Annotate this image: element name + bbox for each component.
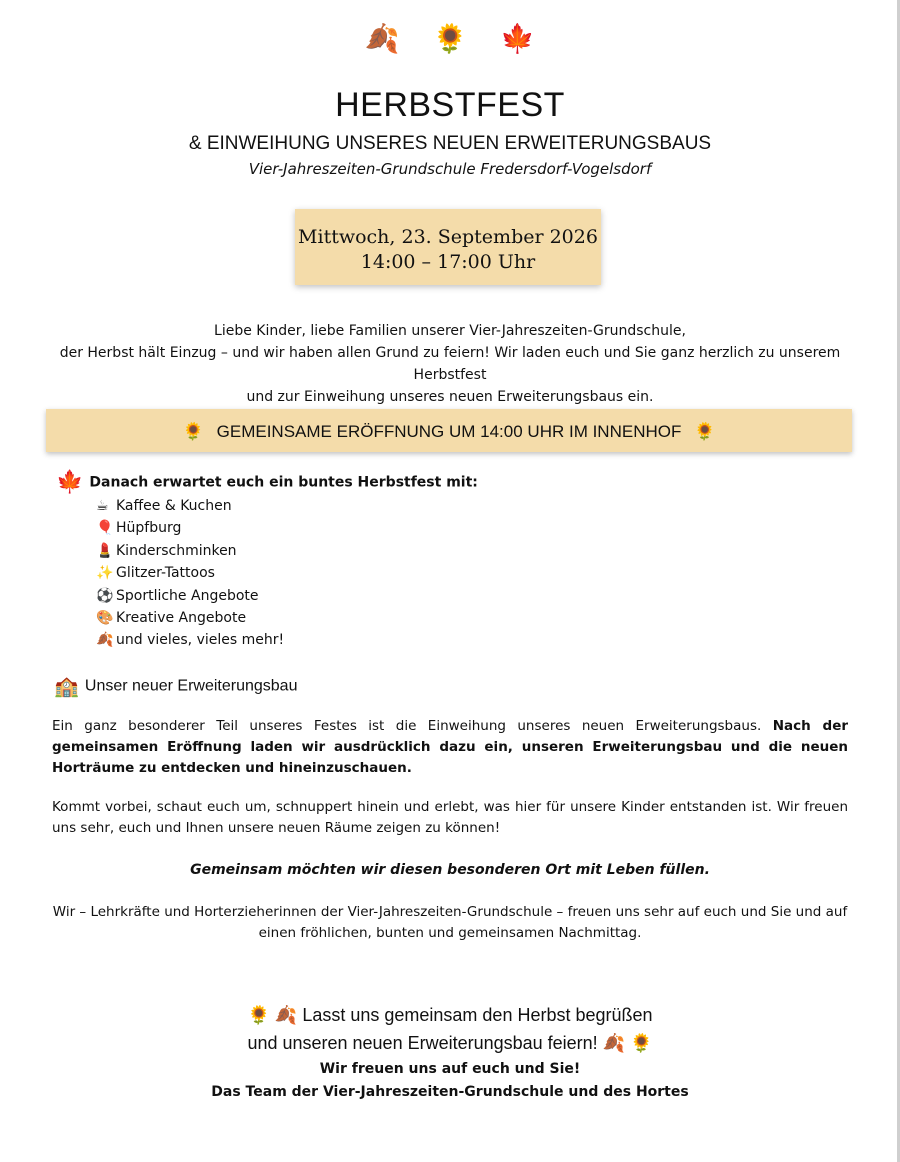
- intro-text: [52, 320, 848, 408]
- sunflower-icon: 🌻: [630, 1033, 653, 1053]
- event-date: Mittwoch, 23. September 2026: [298, 226, 598, 248]
- sunflower-icon: 🌻: [694, 422, 716, 442]
- palette-icon: 🎨: [96, 609, 114, 626]
- activity-label: Hüpfburg: [116, 520, 182, 537]
- activity-label: Kaffee & Kuchen: [116, 498, 232, 514]
- final-greeting: [0, 1001, 900, 1103]
- building-paragraph-2: Kommt vorbei, schaut euch um, schnuppert hinein und erlebt, was hier für unsere Kinder entstanden ist. Wir freuen uns sehr, euch und Ihnen unsere neuen Räume zeigen zu können!: [52, 799, 848, 836]
- date-box: [295, 209, 601, 285]
- activity-label: Kreative Angebote: [116, 609, 247, 626]
- final-line-1: [0, 1001, 900, 1029]
- school-icon: 🏫: [54, 676, 79, 698]
- activity-label: Sportliche Angebote: [116, 587, 259, 604]
- activity-label: Kinderschminken: [116, 542, 237, 559]
- activity-list: [96, 495, 284, 652]
- sunflower-icon: 🌻: [182, 422, 204, 442]
- maple-leaf-icon: 🍁: [500, 22, 536, 55]
- sunflower-icon: 🌻: [432, 22, 468, 55]
- coffee-icon: ☕: [96, 498, 109, 514]
- maple-leaf-icon: 🍁: [56, 470, 84, 495]
- paragraph-emphasis: Nach der gemeinsamen Eröffnung laden wir ausdrücklich dazu ein, unseren Erweiterungsbau und die neuen Horträume zu entdecken und hineinzuschauen.: [52, 718, 849, 776]
- opening-banner: [46, 409, 852, 452]
- building-paragraph-1: [52, 716, 848, 779]
- autumn-leaves-icon: 🍂: [364, 22, 400, 55]
- sunflower-icon: 🌻: [247, 1005, 270, 1025]
- list-item: [96, 585, 284, 607]
- building-heading: [54, 674, 297, 699]
- activity-label: Glitzer-Tattoos: [116, 565, 215, 582]
- list-item: [96, 517, 284, 539]
- page-title: HERBSTFEST: [335, 86, 565, 124]
- activity-label: und vieles, vieles mehr!: [116, 632, 285, 649]
- banner-text: GEMEINSAME ERÖFFNUNG UM 14:00 UHR IM INNENHOF: [216, 422, 682, 442]
- closing-line-1: Wir – Lehrkräfte und Horterzieherinnen der Vier-Jahreszeiten-Grundschule – freuen uns sehr auf euch und Sie und auf: [52, 904, 848, 920]
- list-item: [96, 607, 284, 629]
- final-line-1-text: Lasst uns gemeinsam den Herbst begrüßen: [302, 1005, 653, 1025]
- school-name: Vier-Jahreszeiten-Grundschule Fredersdorf-Vogelsdorf: [248, 160, 652, 178]
- balloon-icon: 🎈: [96, 520, 114, 537]
- program-heading-text: Danach erwartet euch ein buntes Herbstfest mit:: [89, 474, 478, 491]
- list-item: [96, 562, 284, 584]
- building-heading-text: Unser neuer Erweiterungsbau: [84, 677, 298, 695]
- intro-line-3: und zur Einweihung unseres neuen Erweiterungsbaus ein.: [246, 389, 654, 405]
- intro-line-2: der Herbst hält Einzug – und wir haben allen Grund zu feiern! Wir laden euch und Sie ganz herzlich zu unserem Herbstfest: [59, 345, 841, 383]
- page-subtitle: & EINWEIHUNG UNSERES NEUEN ERWEITERUNGSBAUS: [188, 133, 712, 154]
- list-item: [96, 540, 284, 562]
- lipstick-icon: 💄: [96, 542, 114, 559]
- final-line-3: Wir freuen uns auf euch und Sie!: [319, 1061, 581, 1077]
- soccer-ball-icon: ⚽: [96, 587, 114, 604]
- program-heading: [56, 470, 478, 495]
- event-time: 14:00 – 17:00 Uhr: [360, 251, 536, 273]
- autumn-leaves-icon: 🍂: [96, 632, 114, 649]
- list-item: [96, 495, 284, 517]
- intro-line-1: Liebe Kinder, liebe Familien unserer Vier-Jahreszeiten-Grundschule,: [214, 323, 686, 339]
- closing-line-2: einen fröhlichen, bunten und gemeinsamen Nachmittag.: [258, 925, 642, 941]
- sparkles-icon: ✨: [96, 565, 114, 582]
- paragraph-text: Ein ganz besonderer Teil unseres Festes ist die Einweihung unseres neuen Erweiterungsbaus.: [52, 718, 773, 734]
- list-item: [96, 629, 284, 651]
- closing-text: [52, 902, 848, 944]
- header-icons: [0, 22, 900, 55]
- signature-line: Das Team der Vier-Jahreszeiten-Grundschule und des Hortes: [211, 1084, 689, 1100]
- final-line-2-text: und unseren neuen Erweiterungsbau feiern!: [247, 1033, 598, 1053]
- autumn-leaves-icon: 🍂: [602, 1033, 626, 1053]
- motto-line: Gemeinsam möchten wir diesen besonderen Ort mit Leben füllen.: [190, 862, 710, 878]
- final-line-2: [0, 1029, 900, 1057]
- autumn-leaves-icon: 🍂: [274, 1005, 298, 1025]
